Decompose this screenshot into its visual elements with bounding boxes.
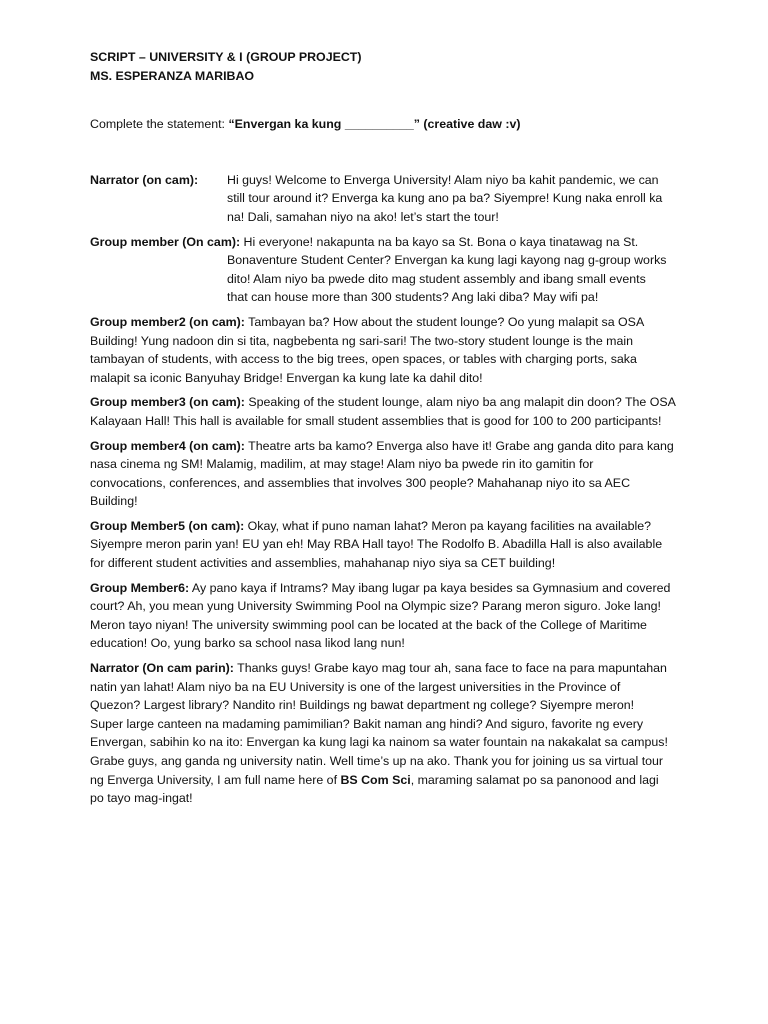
dialogue-line: that can house more than 300 students? Ang laki diba? May wifi pa! (227, 290, 599, 305)
dialogue-line: Bonaventure Student Center? Envergan ka kung lagi kayong nag g-group works (227, 253, 667, 268)
dialogue-fragment: ng Enverga University, I am full name here of (90, 772, 341, 787)
speaker-label: Group member2 (on cam): (90, 314, 245, 329)
dialogue-line: Hi everyone! nakapunta na ba kayo sa St. Bona o kaya tinatawag na St. (243, 234, 639, 249)
prompt-line (90, 115, 690, 134)
dialogue-line: Grabe guys, ang ganda ng university natin. Well time’s up na ako. Thank you for joining us sa virtual tour (90, 754, 664, 768)
script-block-group-member3 (90, 393, 690, 430)
dialogue-line: Quezon? Largest library? Nandito rin! Buildings ng bawat department ng college? Siyempre meron! (90, 698, 635, 713)
dialogue-line: Building! Yung nadoon din si tita, nagbebenta ng sari-sari! The two-story student lounge is the main (90, 333, 634, 348)
dialogue-line: Super large canteen na madaming pamimilian? Bakit naman ang hindi? And siguro, favorite ng every (90, 716, 644, 731)
script-block-group-member2 (90, 313, 690, 387)
dialogue-line: natin yan lahat! Alam niyo ba na EU University is one of the largest universities in the Province of (90, 679, 621, 694)
speaker-label: Narrator (On cam parin): (90, 661, 234, 676)
dialogue-line: for different student activities and assemblies, mahahanap niyo siya sa CET building! (90, 556, 556, 571)
course-name: BS Com Sci (340, 772, 411, 787)
dialogue-line: Speaking of the student lounge, alam niyo ba ang malapit din doon? The OSA (248, 395, 676, 410)
dialogue-line: malapit sa iconic Banyuhay Bridge! Envergan ka kung late ka dahil dito! (90, 370, 483, 385)
dialogue-line: Theatre arts ba kamo? Enverga also have it! Grabe ang ganda dito para kang (248, 438, 674, 453)
dialogue-line: Envergan, sabihin ko na ito: Envergan ka kung lagi ka nainom sa water fountain na nakakalat sa campus! (90, 735, 668, 750)
dialogue-fragment: , maraming salamat po sa panonood and lagi (410, 772, 659, 787)
speaker-label: Group member3 (on cam): (90, 395, 245, 410)
script-block-group-member6 (90, 579, 690, 653)
dialogue-line: nasa cinema ng SM! Malamig, madilim, at may stage! Alam niyo ba pwede rin ito gamitin for (90, 457, 594, 472)
dialogue-line: dito! Alam niyo ba pwede dito mag student assembly and ibang small events (227, 271, 646, 286)
prompt-statement: “Envergan ka kung __________” (creative daw :v) (228, 117, 521, 132)
speaker-label: Group member4 (on cam): (90, 438, 245, 453)
script-title: SCRIPT – UNIVERSITY & I (GROUP PROJECT) (90, 50, 362, 64)
dialogue-line: Okay, what if puno naman lahat? Meron pa kayang facilities na available? (247, 518, 652, 533)
dialogue-line: Meron tayo niyan! The university swimming pool can be located at the back of the College of Maritime (90, 617, 647, 632)
speaker-label: Group Member5 (on cam): (90, 518, 245, 533)
dialogue-line: education! Oo, yung barko sa school nasa likod lang nun! (90, 636, 405, 651)
script-block-group-member4 (90, 437, 690, 511)
dialogue-line: Thanks guys! Grabe kayo mag tour ah, sana face to face na para mapuntahan (237, 661, 667, 676)
dialogue-line: Building! (90, 494, 138, 509)
dialogue-line (90, 771, 690, 790)
script-block-narrator-closing (90, 659, 690, 808)
dialogue-line: tambayan of students, with access to the big trees, open spaces, or tables with charging ports, saka (90, 352, 637, 367)
dialogue-line: Ay pano kaya if Intrams? May ibang lugar pa kaya besides sa Gymnasium and covered (191, 580, 671, 595)
dialogue-line: Kalayaan Hall! This hall is available for small student assemblies that is good for 100 to 200 participants! (90, 413, 662, 428)
dialogue-text (227, 171, 690, 227)
dialogue-line: Siyempre meron parin yan! EU yan eh! May RBA Hall tayo! The Rodolfo B. Abadilla Hall is also available (90, 537, 663, 552)
speaker-label: Group Member6: (90, 580, 190, 595)
dialogue-line: convocations, conferences, and assemblies that involves 300 people? Mahahanap niyo ito sa AEC (90, 475, 631, 490)
script-block-group-member (90, 233, 690, 307)
teacher-name: MS. ESPERANZA MARIBAO (90, 68, 255, 83)
dialogue-line: na! Dali, samahan niyo na ako! let’s start the tour! (227, 209, 499, 224)
script-block-group-member5 (90, 517, 690, 573)
dialogue-line: Hi guys! Welcome to Enverga University! Alam niyo ba kahit pandemic, we can (227, 172, 659, 187)
speaker-label: Group member (On cam): (90, 234, 241, 249)
dialogue-line: po tayo mag-ingat! (90, 791, 193, 806)
dialogue-line: court? Ah, you mean yung University Swimming Pool na Olympic size? Parang meron siguro. Joke lang! (90, 599, 661, 614)
dialogue-line: Tambayan ba? How about the student lounge? Oo yung malapit sa OSA (248, 314, 645, 329)
script-block-narrator-intro (90, 171, 690, 227)
prompt-label: Complete the statement: (90, 117, 225, 132)
speaker-label: Narrator (on cam): (90, 172, 199, 187)
dialogue-line: still tour around it? Enverga ka kung ano pa ba? Siyempre! Kung naka enroll ka (227, 191, 663, 206)
